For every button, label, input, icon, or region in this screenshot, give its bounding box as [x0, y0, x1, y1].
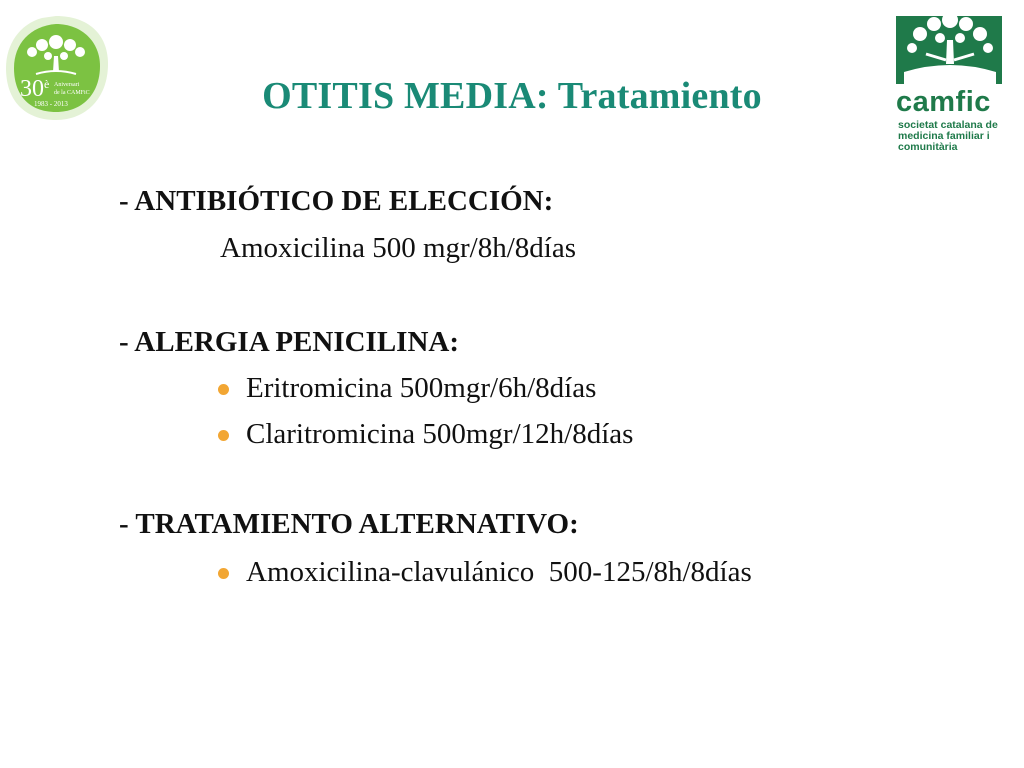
- camfic-subtitle-line: societat catalana de: [898, 119, 998, 131]
- list-item-text: Amoxicilina-clavulánico 500-125/8h/8días: [246, 556, 752, 588]
- list-item: [218, 418, 633, 451]
- bullet-icon: [218, 384, 229, 395]
- camfic-subtitle: [898, 120, 1016, 153]
- camfic-wordmark: camfic: [896, 86, 991, 118]
- bullet-icon: [218, 430, 229, 441]
- list-item-text: Claritromicina 500mgr/12h/8días: [246, 418, 634, 450]
- camfic-subtitle-line: comunitària: [898, 141, 958, 153]
- list-item: [218, 372, 596, 405]
- badge-number: 30: [20, 76, 44, 102]
- section-heading-antibiotic: - ANTIBIÓTICO DE ELECCIÓN:: [119, 185, 554, 217]
- list-item: [218, 556, 752, 589]
- bullet-icon: [218, 568, 229, 579]
- antibiotic-choice-text: Amoxicilina 500 mgr/8h/8días: [220, 232, 577, 264]
- camfic-subtitle-line: medicina familiar i: [898, 130, 990, 142]
- badge-years: 1983 - 2013: [34, 100, 68, 108]
- section-heading-alternative: - TRATAMIENTO ALTERNATIVO:: [119, 508, 579, 540]
- slide-title: OTITIS MEDIA: Tratamiento: [262, 75, 762, 117]
- badge-suffix: è: [44, 77, 50, 91]
- badge-line-2: de la CAMFiC: [54, 90, 90, 96]
- list-item-text: Eritromicina 500mgr/6h/8días: [246, 372, 597, 404]
- section-heading-allergy: - ALERGIA PENICILINA:: [119, 326, 459, 358]
- badge-line-1: Aniversari: [54, 82, 80, 88]
